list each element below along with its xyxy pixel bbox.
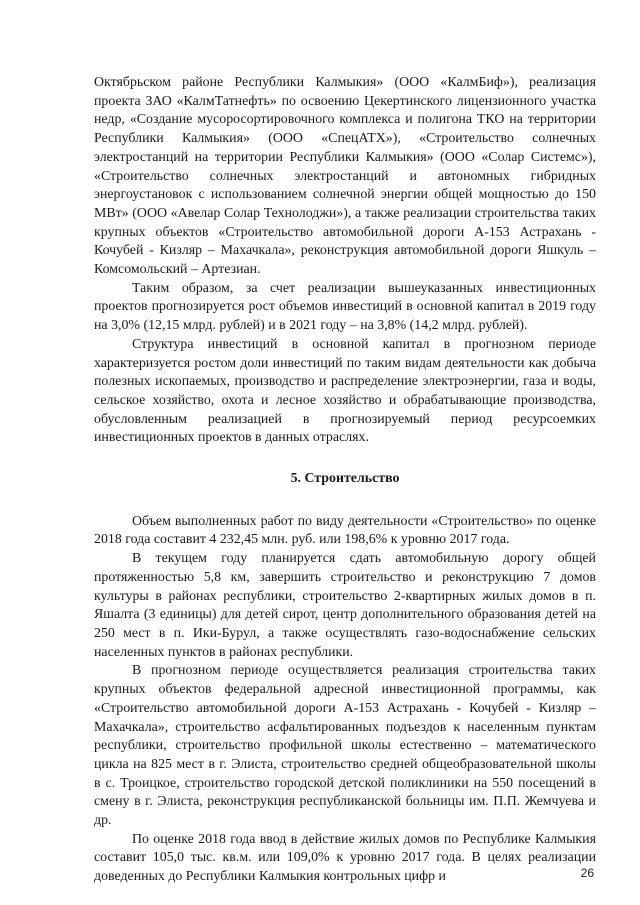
paragraph-investment-structure: Структура инвестиций в основной капитал в прогнозном периоде характеризуется ростом доли инвестиций по таким видам деятельности как добыча полезных ископаемых, производство и распределение электроэнергии, газа и воды, сельское хозяйство, охота и лесное хозяйство и обрабатывающие производства, обусловленным реализацией в прогнозируемый период ресурсоемких инвестиционных проектов в данных отраслях. [94,336,596,446]
spacer [94,489,596,513]
section-heading: 5. Строительство [290,471,400,487]
paragraph-current-year-plans: В текущем году планируется сдать автомобильную дорогу общей протяженностью 5,8 км, завершить строительство и реконструкцию 7 домов культуры в районах республики, строительство 2-квартирных жилых домов в п. Яшалта (3 единицы) для детей сирот, центр дополнительного образования детей на 250 мест в п. Ики-Бурул, а также осуществлять газо-водоснабжение сельских населенных пунктов в районах республики. [94,551,596,660]
paragraph-investment-growth: Таким образом, за счет реализации вышеуказанных инвестиционных проектов прогнозируется рост объемов инвестиций в основной капитал в 2019 году на 3,0% (12,15 млрд. рублей) и в 2021 году – на 3,8% (14,2 млрд. рублей). [94,280,596,334]
paragraph-continued: Октябрьском районе Республики Калмыкия» (ООО «КалмБиф»), реализация проекта ЗАО «КалмТатнефть» по освоению Цекертинского лицензионного участка недр, «Создание мусоросортировочного комплекса и полигона ТКО на территории Республики Калмыкия» (ООО «СпецАТХ»), «Строительство солнечных электростанций на территории Республики Калмыкия» (ООО «Солар Системс»), «Строительство солнечных электростанций и автономных гибридных энергоустановок с использованием солнечной энергии общей мощностью до 150 МВт» (ООО «Авелар Солар Технолоджи»), а также реализации строительства таких крупных объектов «Строительство автомобильной дороги А-153 Астрахань - Кочубей - Кизляр – Махачкала», реконструкция автомобильной дороги Яшкуль – Комсомольский – Артезиан. [94,75,596,278]
spacer [94,448,596,470]
paragraph-construction-volume: Объем выполненных работ по виду деятельности «Строительство» по оценке 2018 года составит 4 232,45 млн. руб. или 198,6% к уровню 2017 года. [94,513,596,548]
paragraph-forecast-period: В прогнозном периоде осуществляется реализация строительства таких крупных объектов федеральной адресной инвестиционной программы, как «Строительство автомобильной дороги А-153 Астрахань - Кочубей - Кизляр – Махачкала», строительство асфальтированных подъездов к населенным пунктам республики, строительство профильной школы естественно – математического цикла на 825 мест в г. Элиста, строительство средней общеобразовательной школы в с. Троицкое, строительство городской детской поликлиники на 550 посещений в смену в г. Элиста, реконструкция республиканской больницы им. П.П. Жемчуева и др. [94,663,596,829]
page-number: 26 [580,866,594,880]
page-body [94,74,596,887]
paragraph-housing-commissioning: По оценке 2018 года ввод в действие жилых домов по Республике Калмыкия составит 105,0 тыс. кв.м. или 109,0% к уровню 2017 года. В целях реализации доведенных до Республики Калмыкия контрольных цифр и [94,831,596,885]
